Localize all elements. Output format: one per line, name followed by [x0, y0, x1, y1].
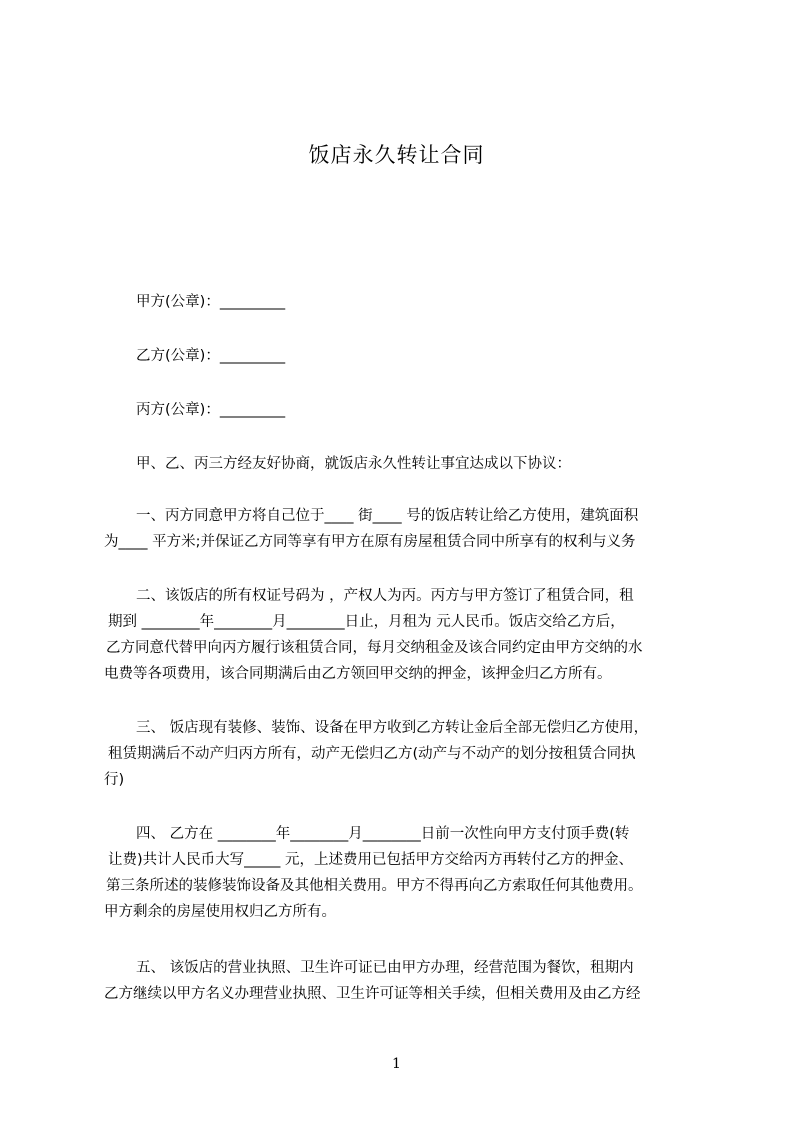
intro-paragraph: 甲、乙、丙三方经友好协商，就饭店永久性转让事宜达成以下协议：	[136, 456, 571, 472]
clause-2-line: 期到 ________年________月________日止，月租为 元人民币。饭店交给乙方后，	[108, 614, 625, 630]
clause-1-line: 为____ 平方米;并保证乙方同等享有甲方在原有房屋租赁合同中所享有的权利与义务	[104, 534, 636, 550]
clause-2-line: 乙方同意代替甲向丙方履行该租赁合同，每月交纳租金及该合同约定由甲方交纳的水	[106, 640, 643, 656]
party-a-line: 甲方(公章)：_________	[136, 294, 286, 310]
clause-3-line: 行)	[104, 772, 125, 788]
clause-4-line: 让费)共计人民币大写_____ 元，上述费用已包括甲方交给丙方再转付乙方的押金、	[108, 852, 634, 868]
clause-5-line: 五、 该饭店的营业执照、卫生许可证已由甲方办理，经营范围为餐饮，租期内	[136, 960, 634, 976]
party-b-line: 乙方(公章)：_________	[136, 348, 286, 364]
clause-4-line: 甲方剩余的房屋使用权归乙方所有。	[104, 904, 336, 920]
page-number: 1	[392, 1056, 401, 1072]
party-c-line: 丙方(公章)：_________	[136, 402, 286, 418]
document-title: 饭店永久转让合同	[308, 143, 485, 167]
clause-2-line: 电费等各项费用，该合同期满后由乙方领回甲交纳的押金，该押金归乙方所有。	[104, 666, 612, 682]
clause-4-line: 四、 乙方在 ________年________月________日前一次性向甲方支付顶手费(转	[136, 826, 630, 842]
clause-5-line: 乙方继续以甲方名义办理营业执照、卫生许可证等相关手续，但相关费用及由乙方经	[104, 986, 641, 1002]
clause-3-line: 三、 饭店现有装修、装饰、设备在甲方收到乙方转让金后全部无偿归乙方使用，	[136, 720, 649, 736]
clause-2-line: 二、该饭店的所有权证号码为 ，产权人为丙。丙方与甲方签订了租赁合同，租	[136, 588, 634, 604]
clause-4-line: 第三条所述的装修装饰设备及其他相关费用。甲方不得再向乙方索取任何其他费用。	[106, 878, 643, 894]
clause-1-line: 一、丙方同意甲方将自己位于____ 街____ 号的饭店转让给乙方使用，建筑面积	[136, 508, 639, 524]
clause-3-line: 租赁期满后不动产归丙方所有，动产无偿归乙方(动产与不动产的划分按租赁合同执	[108, 746, 636, 762]
